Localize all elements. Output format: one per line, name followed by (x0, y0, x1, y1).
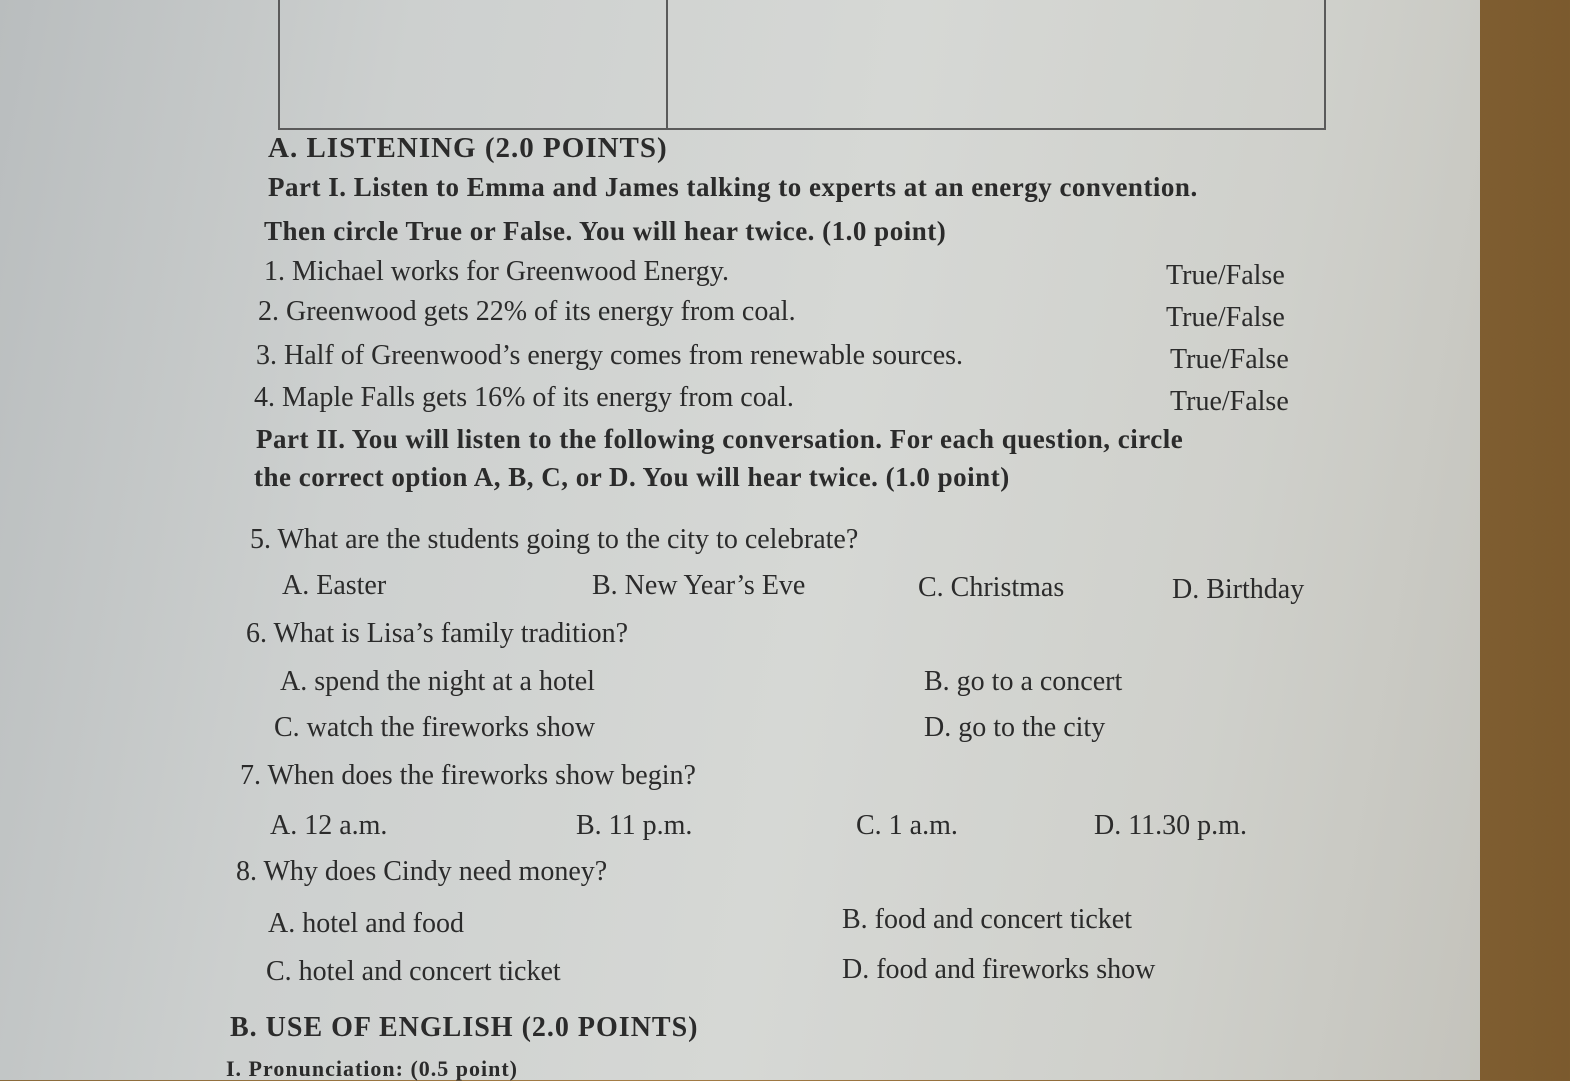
item-3-answer: True/False (1170, 344, 1289, 375)
item-1-text: 1. Michael works for Greenwood Energy. (264, 256, 729, 287)
question-7-option-c: C. 1 a.m. (856, 810, 958, 841)
header-table (278, 0, 1326, 130)
part1-instruction-line2: Then circle True or False. You will hear twice. (1.0 point) (264, 216, 947, 246)
question-6-text: 6. What is Lisa’s family tradition? (246, 618, 629, 649)
question-6-option-a: A. spend the night at a hotel (280, 666, 595, 697)
question-5-option-d: D. Birthday (1172, 574, 1305, 605)
question-8-option-a: A. hotel and food (268, 908, 464, 939)
item-4-text: 4. Maple Falls gets 16% of its energy from coal. (254, 382, 794, 413)
table-divider (666, 0, 668, 128)
section-b-subtitle: I. Pronunciation: (0.5 point) (226, 1056, 519, 1081)
item-1-answer: True/False (1166, 260, 1285, 291)
question-6-option-b: B. go to a concert (924, 666, 1123, 697)
question-7-text: 7. When does the fireworks show begin? (240, 760, 696, 791)
question-5-option-b: B. New Year’s Eve (592, 570, 806, 601)
question-8-text: 8. Why does Cindy need money? (236, 856, 608, 887)
part2-instruction-line1: Part II. You will listen to the following conversation. For each question, circle (256, 424, 1184, 454)
question-8-option-b: B. food and concert ticket (842, 904, 1133, 935)
question-5-text: 5. What are the students going to the city to celebrate? (250, 524, 859, 555)
part1-instruction-line1: Part I. Listen to Emma and James talking to experts at an energy convention. (268, 172, 1198, 202)
question-6-option-c: C. watch the fireworks show (274, 712, 596, 743)
part2-instruction-line2: the correct option A, B, C, or D. You will hear twice. (1.0 point) (254, 462, 1010, 492)
question-8-option-d: D. food and fireworks show (842, 954, 1156, 985)
question-7-option-d: D. 11.30 p.m. (1094, 810, 1247, 841)
item-2-text: 2. Greenwood gets 22% of its energy from coal. (258, 296, 796, 327)
item-2-answer: True/False (1166, 302, 1285, 333)
section-a-title: A. LISTENING (2.0 POINTS) (268, 132, 668, 164)
question-8-option-c: C. hotel and concert ticket (266, 956, 561, 987)
item-4-answer: True/False (1170, 386, 1289, 417)
question-6-option-d: D. go to the city (924, 712, 1106, 743)
question-7-option-a: A. 12 a.m. (270, 810, 388, 841)
question-5-option-a: A. Easter (282, 570, 387, 601)
section-b-title: B. USE OF ENGLISH (2.0 POINTS) (230, 1012, 699, 1043)
question-7-option-b: B. 11 p.m. (576, 810, 693, 841)
question-5-option-c: C. Christmas (918, 572, 1065, 603)
item-3-text: 3. Half of Greenwood’s energy comes from renewable sources. (256, 340, 964, 371)
